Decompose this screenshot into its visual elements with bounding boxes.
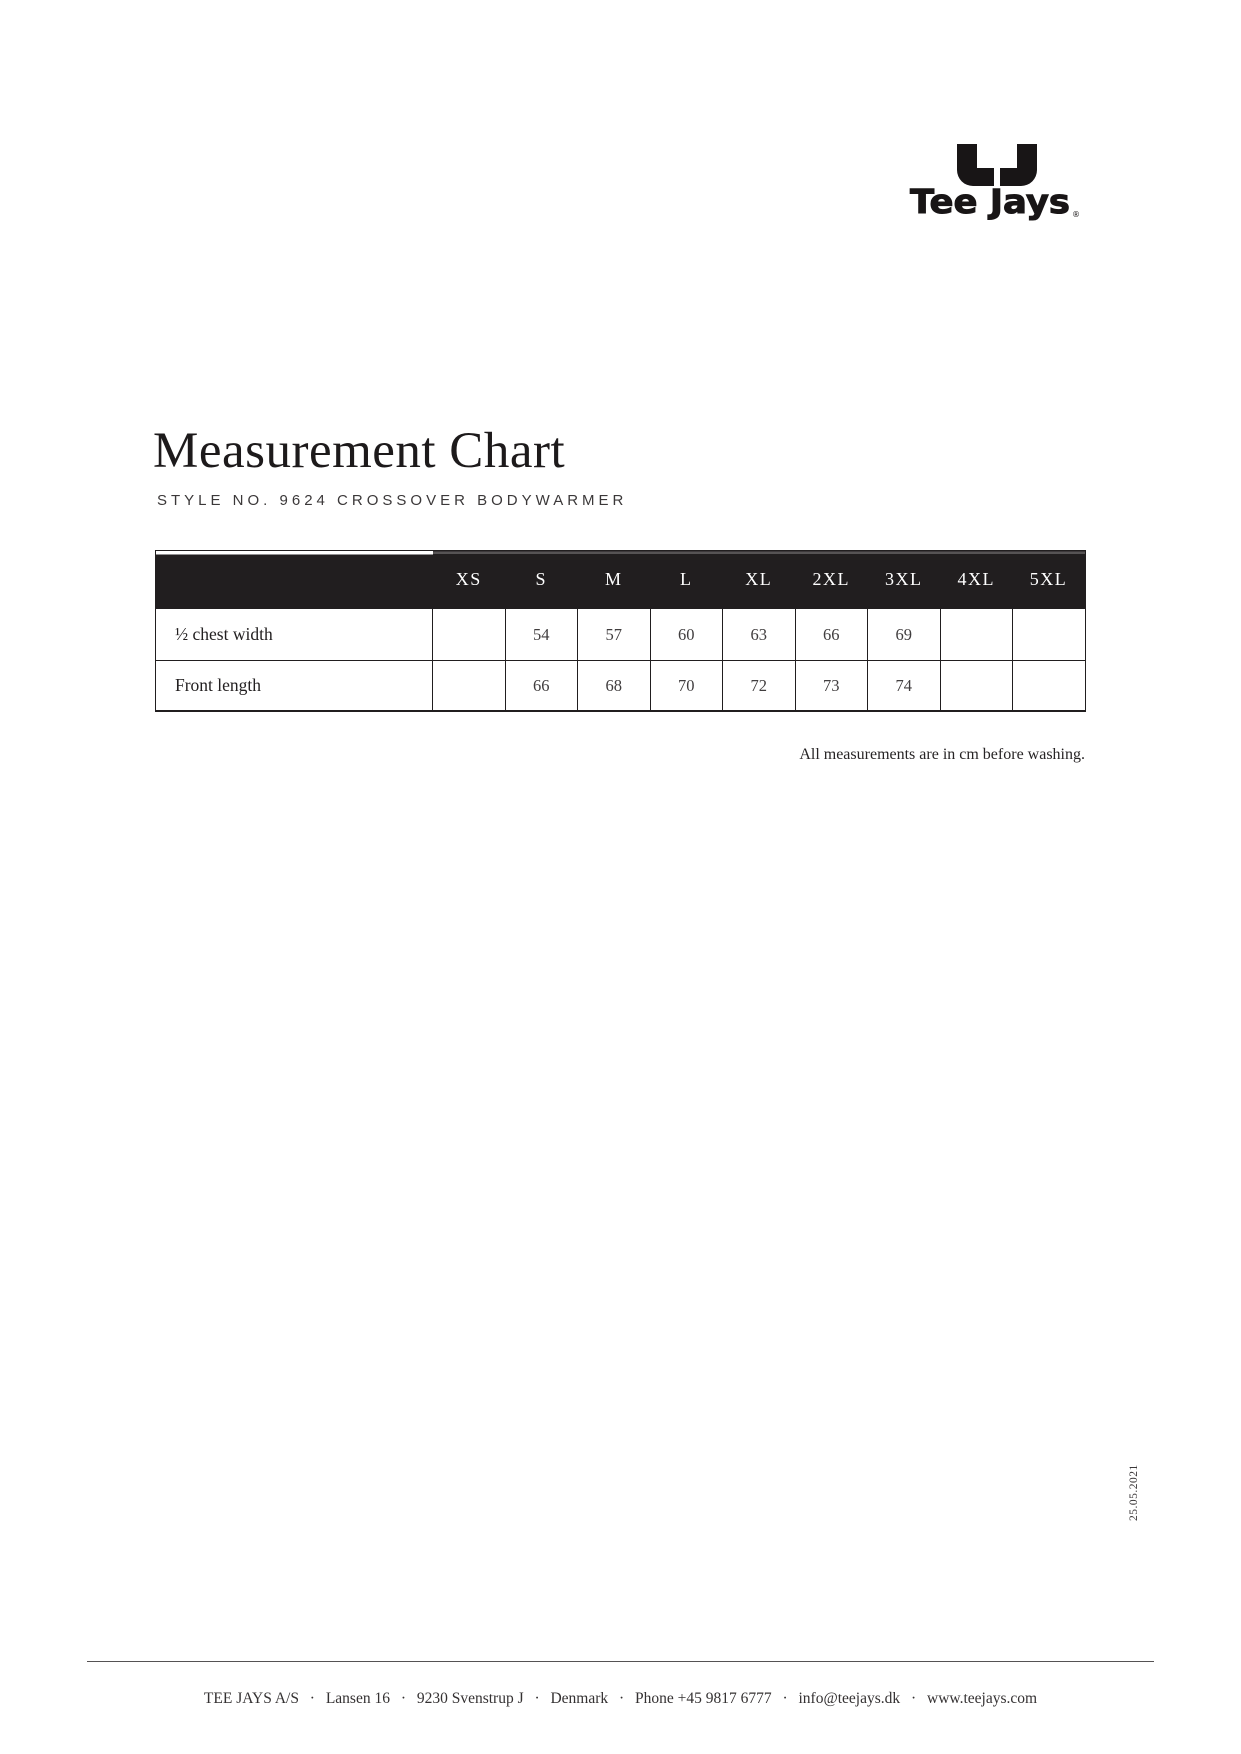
measurement-value-cell	[940, 661, 1013, 712]
size-column-header: 4XL	[940, 551, 1013, 609]
row-label-cell: Front length	[156, 661, 433, 712]
size-column-header: XL	[723, 551, 796, 609]
measurement-value-cell: 57	[578, 609, 651, 661]
size-column-header: 5XL	[1013, 551, 1086, 609]
measurement-value-cell: 70	[650, 661, 723, 712]
measurement-value-cell: 63	[723, 609, 796, 661]
size-column-header: M	[578, 551, 651, 609]
measurement-value-cell: 74	[868, 661, 941, 712]
brand-logo	[908, 141, 1080, 221]
measurement-value-cell: 69	[868, 609, 941, 661]
measurement-value-cell: 72	[723, 661, 796, 712]
size-column-header: 3XL	[868, 551, 941, 609]
measurements-note: All measurements are in cm before washing.	[799, 746, 1085, 763]
label-column-header	[156, 551, 433, 609]
measurement-value-cell	[433, 609, 506, 661]
footer-contact-line: TEE JAYS A/S · Lansen 16 · 9230 Svenstrup J · Denmark · Phone +45 9817 6777 · info@teejays.dk · www.teejays.com	[203, 1690, 1038, 1707]
monogram-left-glyph	[957, 144, 994, 186]
measurement-value-cell: 66	[795, 609, 868, 661]
measurement-value-cell: 66	[505, 661, 578, 712]
measurement-value-cell	[1013, 661, 1086, 712]
measurement-value-cell: 73	[795, 661, 868, 712]
brand-wordmark: Tee Jays	[910, 182, 1070, 221]
tj-monogram-icon	[957, 144, 1037, 186]
page-title: Measurement Chart	[153, 423, 566, 479]
size-column-header: XS	[433, 551, 506, 609]
measurement-value-cell	[1013, 609, 1086, 661]
measurement-value-cell: 68	[578, 661, 651, 712]
measurement-row	[156, 661, 1086, 712]
registered-trademark: ®	[1072, 210, 1080, 219]
size-column-header: S	[505, 551, 578, 609]
footer-divider	[87, 1661, 1154, 1662]
row-label-cell: ½ chest width	[156, 609, 433, 661]
date-stamp: 25.05.2021	[1128, 1464, 1140, 1521]
measurement-value-cell	[433, 661, 506, 712]
size-column-header: L	[650, 551, 723, 609]
measurement-value-cell: 60	[650, 609, 723, 661]
style-subtitle: STYLE NO. 9624 CROSSOVER BODYWARMER	[157, 492, 628, 509]
size-header-row	[156, 551, 1086, 609]
measurement-value-cell: 54	[505, 609, 578, 661]
monogram-right-glyph	[1000, 144, 1037, 186]
size-column-header: 2XL	[795, 551, 868, 609]
measurement-row	[156, 609, 1086, 661]
measurement-table	[155, 550, 1086, 712]
measurement-value-cell	[940, 609, 1013, 661]
